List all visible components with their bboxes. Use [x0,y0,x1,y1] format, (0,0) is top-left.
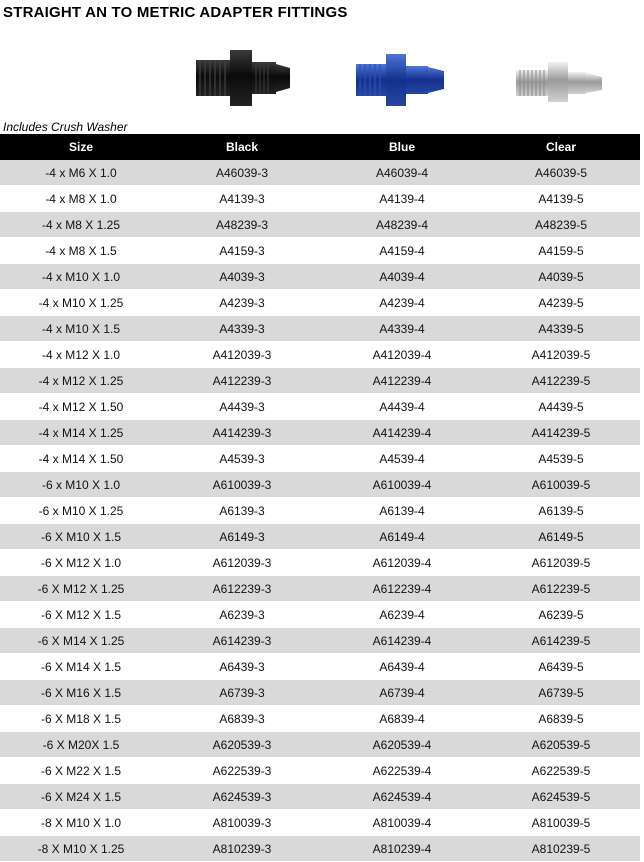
blue-part-cell: A612039-4 [322,550,482,576]
size-cell: -6 X M10 X 1.5 [0,524,162,550]
blue-part-cell: A810039-4 [322,810,482,836]
size-cell: -4 x M8 X 1.0 [0,186,162,212]
size-cell: -4 x M10 X 1.0 [0,264,162,290]
black-part-cell: A46039-3 [162,160,322,186]
black-part-cell: A4339-3 [162,316,322,342]
clear-part-cell: A6239-5 [482,602,640,628]
black-part-cell: A4159-3 [162,238,322,264]
blue-part-cell: A6139-4 [322,498,482,524]
crush-washer-note: Includes Crush Washer [3,120,128,134]
blue-part-cell: A6739-4 [322,680,482,706]
clear-part-cell: A6149-5 [482,524,640,550]
blue-part-cell: A6439-4 [322,654,482,680]
black-part-cell: A48239-3 [162,212,322,238]
black-part-cell: A612239-3 [162,576,322,602]
black-part-cell: A412239-3 [162,368,322,394]
black-part-cell: A4539-3 [162,446,322,472]
table-row [0,602,640,628]
size-cell: -4 x M6 X 1.0 [0,160,162,186]
clear-part-cell: A4139-5 [482,186,640,212]
table-row [0,446,640,472]
size-cell: -4 x M8 X 1.25 [0,212,162,238]
clear-part-cell: A622539-5 [482,758,640,784]
table-row [0,316,640,342]
size-cell: -6 X M16 X 1.5 [0,680,162,706]
black-part-cell: A610039-3 [162,472,322,498]
table-row [0,550,640,576]
clear-part-cell: A4039-5 [482,264,640,290]
clear-part-cell: A610039-5 [482,472,640,498]
black-part-cell: A414239-3 [162,420,322,446]
black-part-cell: A6739-3 [162,680,322,706]
blue-part-cell: A4539-4 [322,446,482,472]
page-title: STRAIGHT AN TO METRIC ADAPTER FITTINGS [3,4,348,21]
blue-part-cell: A6239-4 [322,602,482,628]
clear-part-cell: A48239-5 [482,212,640,238]
size-cell: -6 X M12 X 1.5 [0,602,162,628]
table-row [0,394,640,420]
clear-part-cell: A620539-5 [482,732,640,758]
black-part-cell: A4439-3 [162,394,322,420]
size-cell: -4 x M14 X 1.25 [0,420,162,446]
size-cell: -4 x M8 X 1.5 [0,238,162,264]
clear-part-cell: A414239-5 [482,420,640,446]
blue-part-cell: A412239-4 [322,368,482,394]
black-part-cell: A620539-3 [162,732,322,758]
clear-part-cell: A624539-5 [482,784,640,810]
blue-part-cell: A614239-4 [322,628,482,654]
clear-part-cell: A6439-5 [482,654,640,680]
size-cell: -6 X M14 X 1.25 [0,628,162,654]
size-cell: -6 X M12 X 1.25 [0,576,162,602]
blue-part-cell: A4039-4 [322,264,482,290]
clear-part-cell: A412239-5 [482,368,640,394]
size-cell: -4 x M10 X 1.25 [0,290,162,316]
clear-part-cell: A4539-5 [482,446,640,472]
table-row [0,420,640,446]
blue-part-cell: A4159-4 [322,238,482,264]
size-cell: -8 X M10 X 1.0 [0,810,162,836]
size-cell: -6 x M10 X 1.0 [0,472,162,498]
clear-part-cell: A6839-5 [482,706,640,732]
black-part-cell: A412039-3 [162,342,322,368]
blue-part-cell: A620539-4 [322,732,482,758]
blue-part-cell: A412039-4 [322,342,482,368]
clear-part-cell: A412039-5 [482,342,640,368]
black-part-cell: A810039-3 [162,810,322,836]
table-row [0,368,640,394]
clear-part-cell: A4439-5 [482,394,640,420]
blue-part-cell: A810239-4 [322,836,482,862]
black-part-cell: A4239-3 [162,290,322,316]
size-cell: -4 x M12 X 1.50 [0,394,162,420]
size-cell: -6 X M12 X 1.0 [0,550,162,576]
size-cell: -6 x M10 X 1.25 [0,498,162,524]
blue-part-cell: A48239-4 [322,212,482,238]
size-cell: -4 x M10 X 1.5 [0,316,162,342]
table-row [0,342,640,368]
header-blue: Blue [322,134,482,160]
black-part-cell: A4139-3 [162,186,322,212]
clear-part-cell: A810039-5 [482,810,640,836]
black-part-cell: A6839-3 [162,706,322,732]
size-cell: -4 x M12 X 1.25 [0,368,162,394]
table-row [0,160,640,186]
blue-part-cell: A6149-4 [322,524,482,550]
table-body [0,160,640,862]
blue-part-cell: A4139-4 [322,186,482,212]
black-part-cell: A614239-3 [162,628,322,654]
blue-part-cell: A624539-4 [322,784,482,810]
size-cell: -4 x M12 X 1.0 [0,342,162,368]
table-row [0,784,640,810]
black-part-cell: A6439-3 [162,654,322,680]
black-part-cell: A810239-3 [162,836,322,862]
black-part-cell: A6239-3 [162,602,322,628]
header-clear: Clear [482,134,640,160]
size-cell: -4 x M14 X 1.50 [0,446,162,472]
table-row [0,238,640,264]
size-cell: -6 X M24 X 1.5 [0,784,162,810]
blue-part-cell: A414239-4 [322,420,482,446]
clear-part-cell: A46039-5 [482,160,640,186]
table-row [0,732,640,758]
blue-part-cell: A6839-4 [322,706,482,732]
clear-part-cell: A6139-5 [482,498,640,524]
size-cell: -6 X M18 X 1.5 [0,706,162,732]
black-part-cell: A4039-3 [162,264,322,290]
black-part-cell: A624539-3 [162,784,322,810]
black-part-cell: A6149-3 [162,524,322,550]
table-row [0,524,640,550]
black-part-cell: A6139-3 [162,498,322,524]
table-header-row [0,134,640,160]
table-row [0,706,640,732]
table-row [0,264,640,290]
blue-part-cell: A4339-4 [322,316,482,342]
clear-part-cell: A4339-5 [482,316,640,342]
fittings-table [0,134,640,862]
table-row [0,212,640,238]
clear-part-cell: A4239-5 [482,290,640,316]
blue-fitting-icon [352,52,452,108]
blue-part-cell: A4439-4 [322,394,482,420]
table-row [0,472,640,498]
blue-part-cell: A46039-4 [322,160,482,186]
table-row [0,654,640,680]
black-fitting-icon [190,48,300,108]
black-part-cell: A612039-3 [162,550,322,576]
table-row [0,680,640,706]
table-row [0,758,640,784]
blue-part-cell: A4239-4 [322,290,482,316]
clear-part-cell: A612239-5 [482,576,640,602]
size-cell: -6 X M14 X 1.5 [0,654,162,680]
table-row [0,290,640,316]
clear-part-cell: A4159-5 [482,238,640,264]
table-row [0,576,640,602]
header-size: Size [0,134,162,160]
blue-part-cell: A610039-4 [322,472,482,498]
clear-part-cell: A810239-5 [482,836,640,862]
blue-part-cell: A612239-4 [322,576,482,602]
table-row [0,836,640,862]
table-row [0,628,640,654]
table-row [0,498,640,524]
size-cell: -6 X M22 X 1.5 [0,758,162,784]
size-cell: -8 X M10 X 1.25 [0,836,162,862]
size-cell: -6 X M20X 1.5 [0,732,162,758]
clear-part-cell: A6739-5 [482,680,640,706]
clear-part-cell: A614239-5 [482,628,640,654]
clear-fitting-icon [512,60,612,104]
table-row [0,810,640,836]
header-black: Black [162,134,322,160]
clear-part-cell: A612039-5 [482,550,640,576]
black-part-cell: A622539-3 [162,758,322,784]
blue-part-cell: A622539-4 [322,758,482,784]
table-row [0,186,640,212]
